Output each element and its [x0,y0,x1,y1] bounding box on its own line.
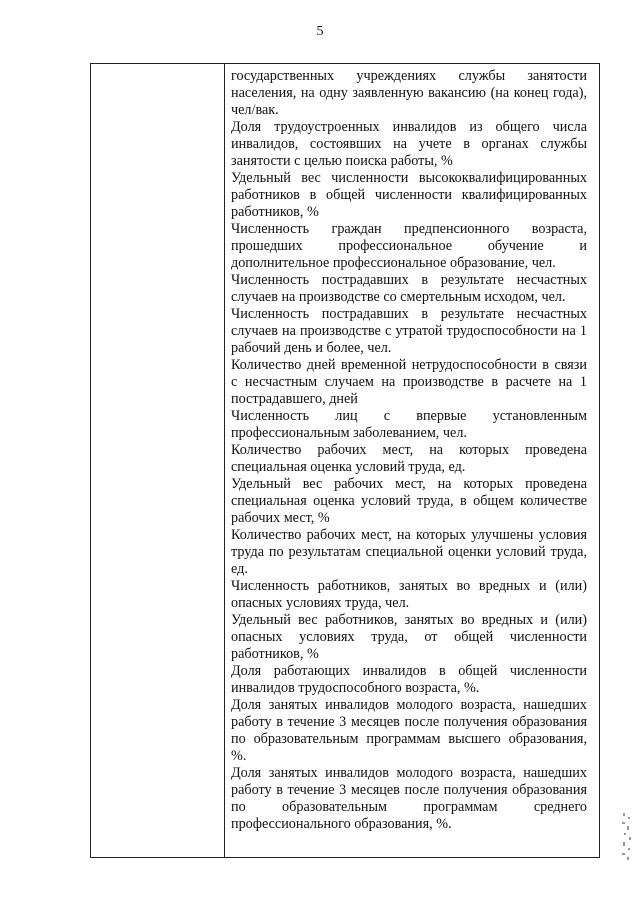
indicator-text: Численность пострадавших в результате несчастных случаев на производстве с утратой трудоспособности на 1 рабочий день и более, чел. [231,306,587,356]
indicator-text: Численность граждан предпенсионного возраста, прошедших профессиональное обучение и дополнительное профессиональное образование, чел. [231,221,587,271]
indicator-text: Удельный вес рабочих мест, на которых проведена специальная оценка условий труда, в общем количестве рабочих мест, % [231,476,587,526]
indicator-text: Количество рабочих мест, на которых улучшены условия труда по результатам специальной оценки условий труда, ед. [231,527,587,577]
indicator-text: Удельный вес работников, занятых во вредных и (или) опасных условиях труда, от общей численности работников, % [231,612,587,662]
indicator-text: Численность лиц с впервые установленным профессиональным заболеванием, чел. [231,408,587,441]
indicator-text: государственных учреждениях службы занятости населения, на одну заявленную вакансию (на конец года), чел/вак. [231,68,587,118]
indicator-text: Количество рабочих мест, на которых проведена специальная оценка условий труда, ед. [231,442,587,475]
indicator-text: Удельный вес численности высококвалифицированных работников в общей численности квалифицированных работников, % [231,170,587,220]
table-left-cell [91,64,224,857]
indicator-table [90,63,600,858]
indicator-text: Численность работников, занятых во вредных и (или) опасных условиях труда, чел. [231,578,587,611]
indicator-text: Количество дней временной нетрудоспособности в связи с несчастным случаем на производстве в расчете на 1 пострадавшего, дней [231,357,587,407]
indicator-text: Доля работающих инвалидов в общей численности инвалидов трудоспособного возраста, %. [231,663,587,696]
column-divider [224,64,225,857]
table-right-cell [231,68,587,833]
scan-artifact-mark [620,811,634,863]
page-number: 5 [316,24,324,39]
indicator-text: Доля занятых инвалидов молодого возраста, нашедших работу в течение 3 месяцев после получения образования по образовательным программам среднего профессионального образования, %. [231,765,587,832]
indicator-text: Численность пострадавших в результате несчастных случаев на производстве со смертельным исходом, чел. [231,272,587,305]
indicator-text: Доля трудоустроенных инвалидов из общего числа инвалидов, состоявших на учете в органах службы занятости с целью поиска работы, % [231,119,587,169]
indicator-text: Доля занятых инвалидов молодого возраста, нашедших работу в течение 3 месяцев после получения образования по образовательным программам высшего образования, %. [231,697,587,764]
